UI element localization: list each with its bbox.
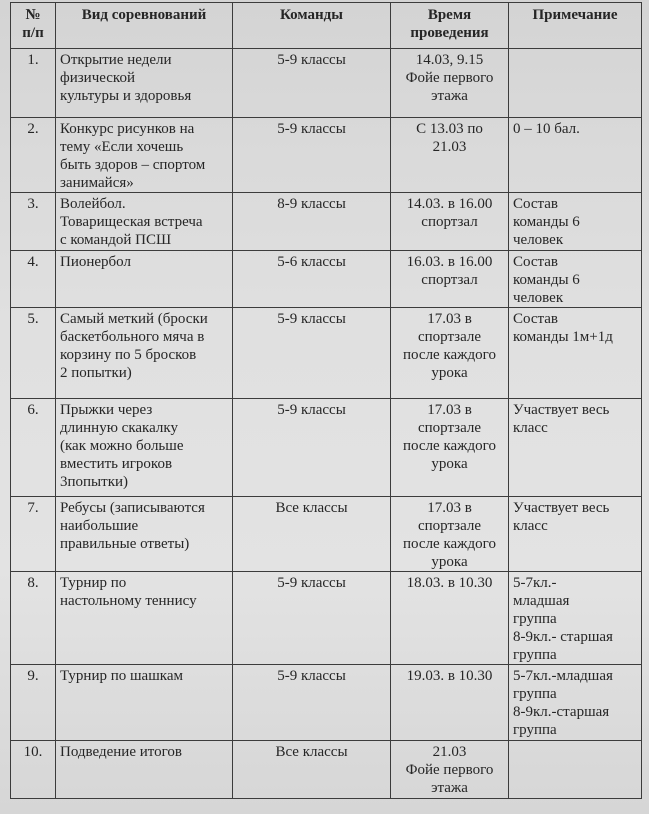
note-cell: Состав команды 1м+1д [509,308,642,399]
time-place-cell: 18.03. в 10.30 [391,572,509,665]
teams-cell: 5-9 классы [233,572,391,665]
teams-cell: 5-9 классы [233,118,391,193]
event-name: Турнир по настольному теннису [56,572,233,665]
note-cell: 0 – 10 бал. [509,118,642,193]
event-name: Самый меткий (броски баскетбольного мяча в корзину по 5 бросков 2 попытки) [56,308,233,399]
row-number: 10. [11,741,56,799]
teams-cell: 8-9 классы [233,193,391,251]
time-place-cell: 17.03 в спортзале после каждого урока [391,497,509,572]
table-row [11,665,642,741]
header-time: Время проведения [391,3,509,49]
table-row [11,49,642,118]
table-row [11,251,642,308]
row-number: 3. [11,193,56,251]
note-cell: Состав команды 6 человек [509,193,642,251]
event-name: Прыжки через длинную скакалку (как можно больше вместить игроков 3попытки) [56,399,233,497]
teams-cell: 5-6 классы [233,251,391,308]
row-number: 4. [11,251,56,308]
header-row [11,3,642,49]
note-cell [509,741,642,799]
table-row [11,308,642,399]
note-cell: 5-7кл.-младшая группа 8-9кл.-старшая группа [509,665,642,741]
header-event: Вид соревнований [56,3,233,49]
note-cell: Состав команды 6 человек [509,251,642,308]
row-number: 7. [11,497,56,572]
event-name: Открытие недели физической культуры и здоровья [56,49,233,118]
teams-cell: 5-9 классы [233,399,391,497]
teams-cell: Все классы [233,497,391,572]
table-row [11,399,642,497]
event-name: Конкурс рисунков на тему «Если хочешь быть здоров – спортом занимайся» [56,118,233,193]
table-row [11,193,642,251]
event-name: Подведение итогов [56,741,233,799]
teams-cell: 5-9 классы [233,49,391,118]
event-name: Волейбол. Товарищеская встреча с командой ПСШ [56,193,233,251]
time-place-cell: 17.03 в спортзале после каждого урока [391,399,509,497]
row-number: 8. [11,572,56,665]
row-number: 6. [11,399,56,497]
row-number: 2. [11,118,56,193]
time-place-cell: 21.03 Фойе первого этажа [391,741,509,799]
teams-cell: 5-9 классы [233,308,391,399]
header-note: Примечание [509,3,642,49]
event-name: Турнир по шашкам [56,665,233,741]
table-row [11,572,642,665]
time-place-cell: 19.03. в 10.30 [391,665,509,741]
note-cell [509,49,642,118]
time-place-cell: 17.03 в спортзале после каждого урока [391,308,509,399]
table-row [11,118,642,193]
teams-cell: 5-9 классы [233,665,391,741]
note-cell: Участвует весь класс [509,497,642,572]
competition-schedule-table [10,2,642,799]
teams-cell: Все классы [233,741,391,799]
note-cell: 5-7кл.- младшая группа 8-9кл.- старшая группа [509,572,642,665]
event-name: Ребусы (записываются наибольшие правильные ответы) [56,497,233,572]
time-place-cell: 14.03. в 16.00 спортзал [391,193,509,251]
time-place-cell: 14.03, 9.15 Фойе первого этажа [391,49,509,118]
note-cell: Участвует весь класс [509,399,642,497]
table-row [11,497,642,572]
table-body [11,49,642,799]
row-number: 1. [11,49,56,118]
header-teams: Команды [233,3,391,49]
row-number: 5. [11,308,56,399]
time-place-cell: 16.03. в 16.00 спортзал [391,251,509,308]
time-place-cell: С 13.03 по 21.03 [391,118,509,193]
event-name: Пионербол [56,251,233,308]
header-number: № п/п [11,3,56,49]
table-row [11,741,642,799]
row-number: 9. [11,665,56,741]
